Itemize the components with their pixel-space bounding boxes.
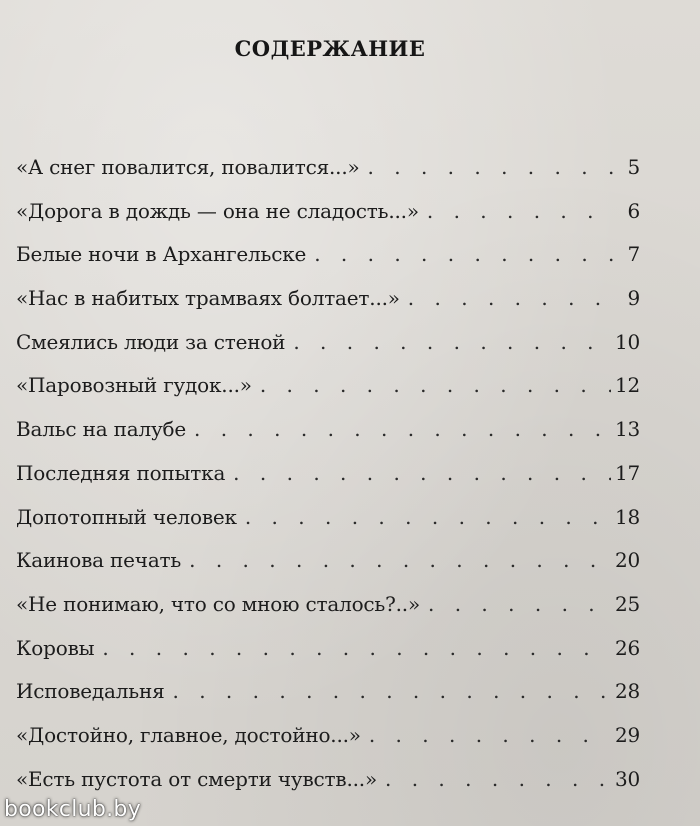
toc-entry-title: Каинова печать: [16, 548, 182, 573]
toc-leader-dots: [368, 155, 614, 179]
toc-entry-title: Белые ночи в Архангельске: [16, 242, 307, 267]
toc-entry-page: 10: [614, 329, 640, 354]
toc-entry: [16, 155, 640, 199]
toc-leader-dots: [385, 767, 611, 791]
toc-entry-page: 25: [614, 591, 640, 616]
toc-leader-dots: [173, 679, 611, 703]
toc-leader-dots: [428, 592, 611, 616]
toc-leader-dots: [245, 505, 611, 529]
toc-entry-page: 7: [627, 242, 640, 267]
toc-leader-dots: [293, 330, 611, 354]
table-of-contents: [16, 155, 640, 810]
toc-leader-dots: [408, 286, 614, 310]
toc-entry-title: Последняя попытка: [16, 460, 226, 485]
toc-entry-title: Допотопный человек: [16, 504, 237, 529]
toc-entry-title: «Не понимаю, что со мною сталось?..»: [16, 591, 420, 616]
toc-entry-title: «Достойно, главное, достойно...»: [16, 722, 361, 747]
toc-leader-dots: [427, 199, 614, 223]
toc-entry: [16, 723, 640, 767]
toc-leader-dots: [233, 461, 611, 485]
toc-entry-title: Коровы: [16, 635, 95, 660]
toc-entry-page: 26: [614, 635, 640, 660]
toc-entry-page: 13: [614, 417, 640, 442]
toc-entry: [16, 199, 640, 243]
site-watermark: bookclub.by: [4, 797, 142, 822]
toc-entry: [16, 548, 640, 592]
toc-entry: [16, 505, 640, 549]
toc-entry-title: Смеялись люди за стеной: [16, 329, 286, 354]
toc-entry: [16, 286, 640, 330]
toc-leader-dots: [260, 373, 611, 397]
toc-leader-dots: [314, 242, 614, 266]
toc-leader-dots: [369, 723, 611, 747]
toc-entry-title: Исповедальня: [16, 679, 165, 704]
toc-entry: [16, 330, 640, 374]
toc-leader-dots: [189, 548, 611, 572]
toc-entry: [16, 373, 640, 417]
toc-entry-title: Вальс на палубе: [16, 417, 186, 442]
toc-entry-title: «Нас в набитых трамваях болтает...»: [16, 286, 400, 311]
toc-entry: [16, 417, 640, 461]
toc-entry-page: 6: [627, 198, 640, 223]
toc-entry-title: «Паровозный гудок...»: [16, 373, 252, 398]
toc-entry-title: «А снег повалится, повалится...»: [16, 155, 360, 179]
toc-leader-dots: [194, 417, 611, 441]
toc-entry-page: 17: [614, 460, 640, 485]
toc-entry-title: «Дорога в дождь — она не сладость...»: [16, 198, 419, 223]
page-title: СОДЕРЖАНИЕ: [234, 36, 426, 61]
toc-entry: [16, 592, 640, 636]
toc-entry-page: 12: [614, 373, 640, 398]
toc-entry-page: 28: [614, 679, 640, 704]
toc-entry-page: 29: [614, 722, 640, 747]
toc-entry: [16, 636, 640, 680]
toc-entry: [16, 242, 640, 286]
toc-entry-page: 30: [614, 766, 640, 791]
toc-entry: [16, 461, 640, 505]
toc-entry-title: «Есть пустота от смерти чувств...»: [16, 766, 377, 791]
toc-entry-page: 18: [614, 504, 640, 529]
toc-leader-dots: [102, 636, 611, 660]
toc-entry: [16, 679, 640, 723]
toc-entry-page: 20: [614, 548, 640, 573]
toc-entry-page: 9: [627, 286, 640, 311]
toc-entry-page: 5: [627, 155, 640, 179]
